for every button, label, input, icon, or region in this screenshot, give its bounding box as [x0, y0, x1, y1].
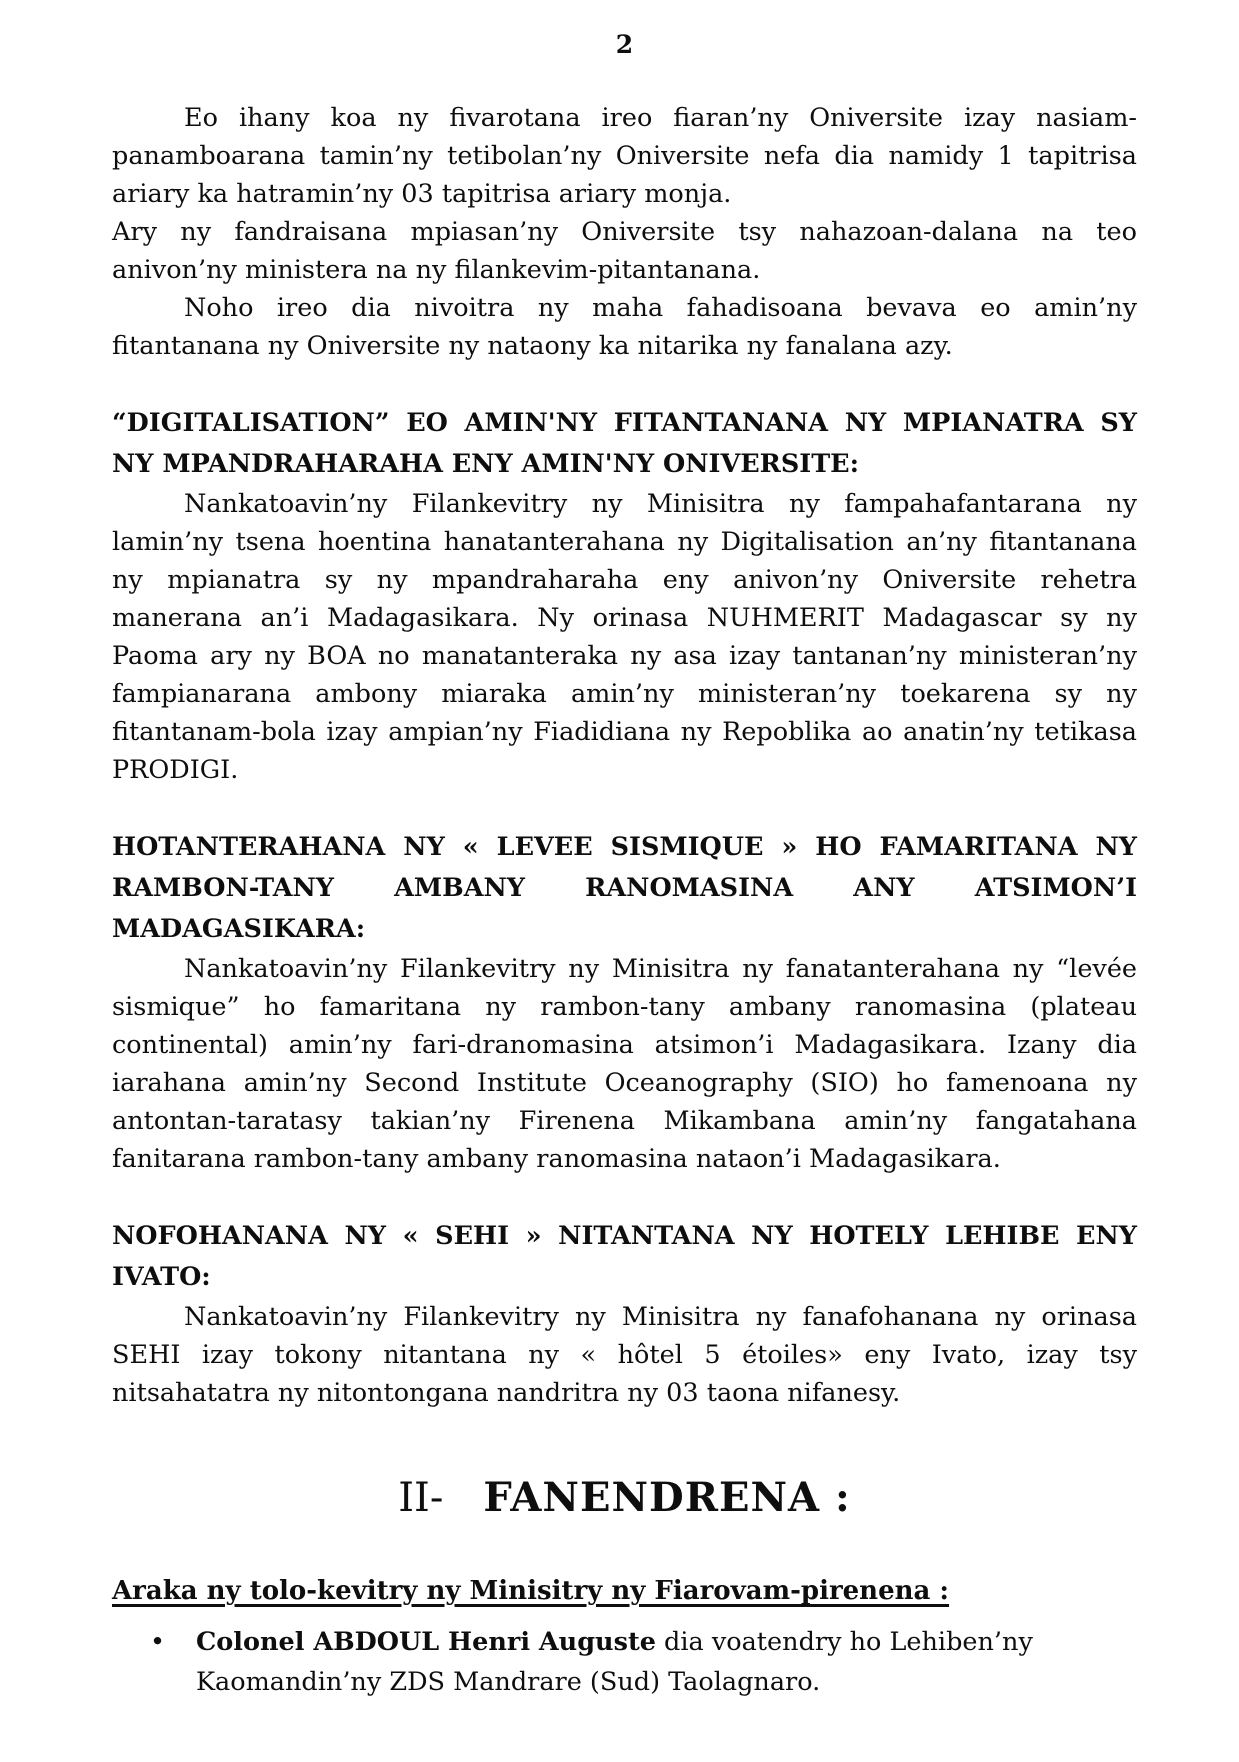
paragraph-digitalisation: Nankatoavin’ny Filankevitry ny Minisitra ny fampahafantarana ny lamin’ny tsena hoentina hanatanterahana ny Digitalisation an’ny fitantanana ny mpianatra sy ny mpandraharaha eny anivon’ny Oniversite rehetra manerana an’i Madagasikara. Ny orinasa NUHMERIT Madagascar sy ny Paoma ary ny BOA no manatanteraka ny asa izay tantanan’ny ministeran’ny fampianarana ambony miaraka amin’ny ministeran’ny toekarena sy ny fitantanam-bola izay ampian’ny Fiadidiana ny Repoblika ao anatin’ny tetikasa PRODIGI.	[112, 489, 1137, 785]
paragraph-sehi-ivato: Nankatoavin’ny Filankevitry ny Minisitra ny fanafohanana ny orinasa SEHI izay tokony nitantana ny « hôtel 5 étoiles» eny Ivato, izay tsy nitsahatatra ny nitontongana nandritra ny 03 taona nifanesy.	[112, 1302, 1137, 1408]
subheading-defense-minister-proposal: Araka ny tolo-kevitry ny Minisitry ny Fiarovam-pirenena :	[112, 1576, 950, 1606]
heading-levee-sismique: HOTANTERAHANA NY « LEVEE SISMIQUE » HO FAMARITANA NY RAMBON-TANY AMBANY RANOMASINA ANY ATSIMON’I MADAGASIKARA:	[112, 832, 1137, 944]
section-title-fanendrena	[112, 1474, 1137, 1522]
appointment-detail: dia voatendry ho Lehiben’ny Kaomandin’ny ZDS Mandrare (Sud) Taolagnaro.	[196, 1627, 1033, 1697]
list-item-appointment	[150, 1622, 1137, 1702]
heading-digitalisation: “DIGITALISATION” EO AMIN'NY FITANTANANA NY MPIANATRA SY NY MPANDRAHARAHA ENY AMIN'NY ONIVERSITE:	[112, 408, 1137, 479]
section-title-text: FANENDRENA :	[483, 1474, 851, 1521]
paragraph-mismanagement-conclusion: Noho ireo dia nivoitra ny maha fahadisoana bevava eo amin’ny fitantanana ny Oniversite ny nataony ka nitarika ny fanalana azy.	[112, 293, 1137, 361]
paragraph-staff-recruitment: Ary ny fandraisana mpiasan’ny Oniversite tsy nahazoan-dalana na teo anivon’ny ministera na ny filankevim-pitantanana.	[112, 217, 1137, 285]
page-number: 2	[615, 30, 634, 59]
paragraph-vehicle-sale: Eo ihany koa ny fivarotana ireo fiaran’ny Oniversite izay nasiam-panamboarana tamin’ny tetibolan’ny Oniversite nefa dia namidy 1 tapitrisa ariary ka hatramin’ny 03 tapitrisa ariary monja.	[112, 103, 1137, 209]
bullet-icon: •	[150, 1627, 166, 1657]
appointee-name: Colonel ABDOUL Henri Auguste	[196, 1627, 656, 1657]
appointment-text	[196, 1622, 1137, 1702]
section-numeral: II-	[398, 1475, 444, 1521]
appointments-list	[112, 1622, 1137, 1702]
paragraph-levee-sismique: Nankatoavin’ny Filankevitry ny Minisitra ny fanatanterahana ny “levée sismique” ho famaritana ny rambon-tany ambany ranomasina (plateau continental) amin’ny fari-dranomasina atsimon’i Madagasikara. Izany dia iarahana amin’ny Second Institute Oceanography (SIO) ho famenoana ny antontan-taratasy takian’ny Firenena Mikambana amin’ny fangatahana fanitarana rambon-tany ambany ranomasina nataon’i Madagasikara.	[112, 954, 1137, 1174]
heading-sehi-ivato: NOFOHANANA NY « SEHI » NITANTANA NY HOTELY LEHIBE ENY IVATO:	[112, 1221, 1137, 1292]
